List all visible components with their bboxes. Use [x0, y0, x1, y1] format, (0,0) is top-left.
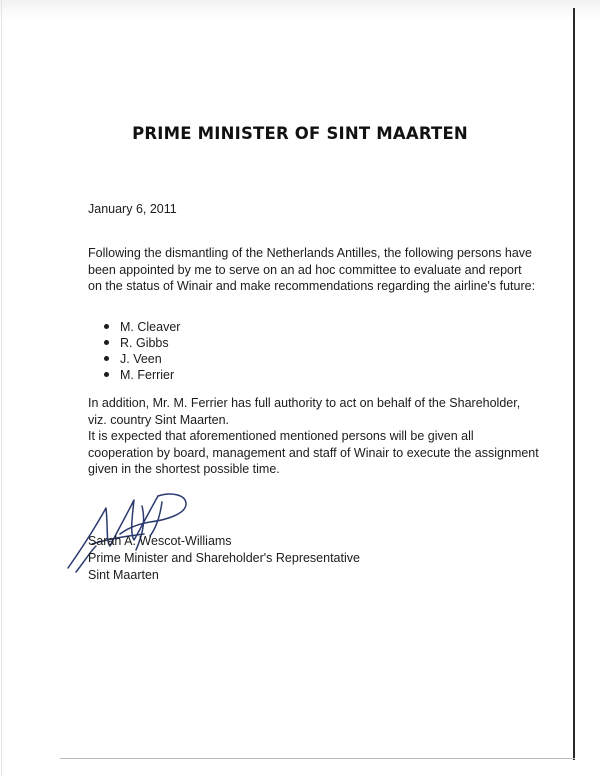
intro-paragraph	[88, 245, 558, 295]
list-item	[104, 367, 180, 383]
scan-shadow-top	[0, 0, 600, 20]
signatory-location: Sint Maarten	[88, 568, 159, 582]
closing-line: It is expected that aforementioned mentioned persons will be given all	[88, 429, 474, 443]
scan-edge-left	[1, 0, 2, 776]
closing-paragraph	[88, 395, 558, 478]
member-name: M. Ferrier	[120, 368, 175, 382]
letterhead-title: PRIME MINISTER OF SINT MAARTEN	[132, 124, 468, 143]
signature-block	[88, 533, 360, 584]
list-item	[104, 335, 180, 351]
bullet-icon	[104, 340, 109, 345]
bullet-icon	[104, 324, 109, 329]
committee-member-list	[104, 319, 180, 383]
bullet-icon	[104, 356, 109, 361]
signatory-name: Sarah A. Wescot-Williams	[88, 534, 232, 548]
intro-line: been appointed by me to serve on an ad hoc committee to evaluate and report	[88, 262, 522, 277]
scan-edge-right	[573, 8, 575, 760]
closing-line: given in the shortest possible time.	[88, 462, 280, 476]
list-item	[104, 351, 180, 367]
member-name: J. Veen	[120, 352, 162, 366]
intro-line: Following the dismantling of the Netherlands Antilles, the following persons have	[88, 246, 533, 260]
signatory-role: Prime Minister and Shareholder's Representative	[88, 551, 360, 565]
closing-line: In addition, Mr. M. Ferrier has full authority to act on behalf of the Shareholder,	[88, 396, 521, 410]
scan-edge-bottom	[60, 758, 575, 759]
closing-line: cooperation by board, management and staff of Winair to execute the assignment	[88, 445, 539, 460]
bullet-icon	[104, 372, 109, 377]
intro-line: on the status of Winair and make recommendations regarding the airline's future:	[88, 279, 536, 293]
list-item	[104, 319, 180, 335]
member-name: M. Cleaver	[120, 320, 181, 334]
letter-date: January 6, 2011	[88, 202, 177, 216]
closing-line: viz. country Sint Maarten.	[88, 412, 230, 427]
member-name: R. Gibbs	[120, 336, 169, 350]
